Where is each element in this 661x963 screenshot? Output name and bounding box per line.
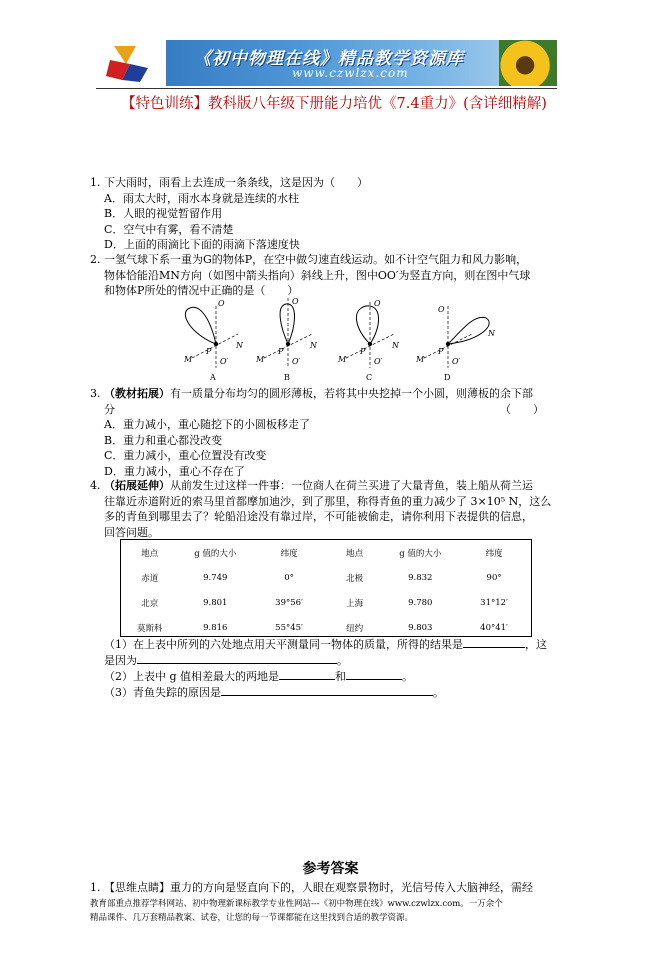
logo-area xyxy=(96,40,166,86)
svg-text:N: N xyxy=(310,341,317,350)
question-3: 3. （教材拓展）有一质量分布均匀的圆形薄板，若将其中央挖掉一个小圆，则薄板的余下部 分 （ ） A．重力减小，重心随挖下的小圆板移走了 B．重力和重心都没改变 C．重力减小，重心位置没有改变 D．重力减小，重心不存在了 xyxy=(90,387,544,478)
question-4-number: 4. xyxy=(90,479,101,492)
footer-line-1: 教育部重点推荐学科网站、初中物理新课标教学专业性网站---《初中物理在线》www.czwlzx.com。一万余个 xyxy=(90,899,503,909)
question-3-tag: （教材拓展） xyxy=(104,387,170,400)
table-cell: 北极 xyxy=(346,573,364,584)
table-cell: 9.801 xyxy=(203,597,228,608)
table-cell: 上海 xyxy=(346,598,364,609)
svg-text:P: P xyxy=(360,347,366,356)
label-o: O xyxy=(218,299,225,308)
table-header: g 值的大小 xyxy=(399,548,442,559)
table-cell: 39°56′ xyxy=(275,597,303,608)
sub-2-blank-a[interactable] xyxy=(279,668,335,680)
sub-1-blank-b[interactable] xyxy=(137,652,337,664)
sub-1-blank-a[interactable] xyxy=(463,636,525,648)
label-n: N xyxy=(236,341,243,350)
table-cell: 9.780 xyxy=(408,597,433,608)
sub-1-text-b: ，这 xyxy=(525,638,547,651)
question-2-line-2: 物体恰能沿MN方向（如图中箭头指向）斜线上升，图中OO′为竖直方向，则在图中气球 xyxy=(104,268,531,282)
svg-text:M: M xyxy=(416,355,425,364)
figure-label-c: C xyxy=(366,373,373,382)
table-cell: 9.803 xyxy=(408,622,433,633)
svg-text:P: P xyxy=(438,347,444,356)
table-header: 纬度 xyxy=(280,548,298,559)
footer xyxy=(90,897,503,925)
sub-2-text-b: 和 xyxy=(335,670,347,683)
label-m: M xyxy=(184,355,193,364)
page-title: 【特色训练】教科版八年级下册能力培优《7.4重力》(含详细精解) xyxy=(121,96,547,112)
question-3-option-a: A．重力减小，重心随挖下的小圆板移走了 xyxy=(104,418,310,431)
question-4-tag: （拓展延伸） xyxy=(104,479,170,492)
svg-text:O′: O′ xyxy=(374,357,383,366)
sub-1-text-c: 是因为 xyxy=(104,654,137,667)
table-cell: 55°45′ xyxy=(275,622,303,633)
label-o-prime: O′ xyxy=(220,357,229,366)
table-cell: 赤道 xyxy=(141,573,159,584)
figure-label-d: D xyxy=(444,373,451,382)
site-logo-icon xyxy=(96,40,166,86)
question-1-option-d: D．上面的雨滴比下面的雨滴下落速度快 xyxy=(104,238,300,251)
question-2-figure xyxy=(170,296,510,386)
table-header-row xyxy=(121,540,531,565)
svg-text:M: M xyxy=(338,355,347,364)
figure-b xyxy=(255,297,318,382)
svg-text:O′: O′ xyxy=(292,357,301,366)
table-cell: 9.749 xyxy=(203,572,228,583)
figure-label-b: B xyxy=(284,373,290,382)
svg-text:O′: O′ xyxy=(452,357,461,366)
question-2-line-1: 2. 一氢气球下系一重为G的物体P，在空中做匀速直线运动。如不计空气阻力和风力影响， xyxy=(90,253,528,266)
g-value-table xyxy=(120,539,532,637)
question-3-option-c: C．重力减小，重心位置没有改变 xyxy=(104,449,267,462)
question-2 xyxy=(90,252,530,299)
table-cell: 31°12′ xyxy=(480,597,508,608)
svg-text:N: N xyxy=(392,341,399,350)
figure-a xyxy=(183,299,244,382)
table-cell: 莫斯科 xyxy=(136,623,163,634)
question-3-option-d: D．重力减小，重心不存在了 xyxy=(104,464,245,478)
svg-text:M: M xyxy=(256,355,265,364)
question-3-option-b: B．重力和重心都没改变 xyxy=(104,433,223,447)
question-2-line-3: 和物体P所处的情况中正确的是（ ） xyxy=(104,284,299,297)
sunflower-image xyxy=(499,40,557,86)
banner-title: 《初中物理在线》精品教学资源库 xyxy=(194,49,464,69)
question-1-option-c: C．空气中有雾，看不清楚 xyxy=(104,222,234,236)
table-cell: 0° xyxy=(284,572,294,583)
question-4-sub-3 xyxy=(104,684,444,701)
question-4-line-4: 回答问题。 xyxy=(104,525,159,539)
question-1-stem: 1. 下大雨时，雨看上去连成一条条线，这是因为（ ） xyxy=(90,176,368,189)
question-4-sub-1 xyxy=(104,636,547,653)
header-rule xyxy=(96,88,557,89)
question-4-sub-1-cont xyxy=(104,652,348,669)
table-cell: 40°41′ xyxy=(480,622,508,633)
figure-d xyxy=(415,305,496,382)
banner-url: www.czwlzx.com xyxy=(292,66,409,80)
svg-text:N: N xyxy=(488,329,495,338)
table-cell: 9.816 xyxy=(203,622,228,633)
figure-c xyxy=(337,299,400,382)
question-1-option-a: A．雨太大时，雨水本身就是连续的水柱 xyxy=(104,191,299,205)
sub-2-text-c: 。 xyxy=(402,670,414,683)
site-banner xyxy=(96,40,557,86)
sub-1-text-d: 。 xyxy=(337,654,348,667)
svg-text:P: P xyxy=(278,347,284,356)
figure-label-a: A xyxy=(210,373,216,382)
question-4-line-2: 往靠近赤道附近的索马里首都摩加迪沙，到了那里，称得青鱼的重力减少了 3×10⁵ N，这么 xyxy=(104,494,552,508)
sub-2-blank-b[interactable] xyxy=(346,668,402,680)
question-3-stem: 有一质量分布均匀的圆形薄板，若将其中央挖掉一个小圆，则薄板的余下部 xyxy=(170,387,533,400)
sub-3-text-b: 。 xyxy=(433,686,444,699)
question-4-line-1: 从前发生过这样一件事：一位商人在荷兰买进了大量青鱼，装上船从荷兰运 xyxy=(170,479,533,492)
table-row xyxy=(121,590,531,615)
table-header: 纬度 xyxy=(485,548,503,559)
table-cell: 9.832 xyxy=(408,572,433,583)
table-header: 地点 xyxy=(141,548,159,559)
question-1 xyxy=(90,175,368,253)
table-row xyxy=(121,565,531,590)
table-header: g 值的大小 xyxy=(194,548,237,559)
answers-title: 参考答案 xyxy=(302,861,359,877)
sub-3-text: （3）青鱼失踪的原因是 xyxy=(104,686,221,699)
table-header: 地点 xyxy=(346,548,364,559)
question-1-option-b: B．人眼的视觉暂留作用 xyxy=(104,207,223,220)
sub-3-blank[interactable] xyxy=(221,684,433,696)
sub-1-text: （1）在上表中所列的六处地点用天平测量同一物体的质量，所得的结果是 xyxy=(104,638,463,651)
footer-line-2: 精品课件、几万套精品教案、试卷，让您的每一节课都能在这里找到合适的教学资源。 xyxy=(90,913,414,923)
svg-text:O: O xyxy=(438,305,445,314)
svg-text:O: O xyxy=(292,297,299,306)
question-4 xyxy=(90,478,551,540)
question-4-sub-2 xyxy=(104,668,413,685)
question-4-line-3: 多的青鱼到哪里去了？轮船沿途没有靠过岸，不可能被偷走，请你利用下表提供的信息， xyxy=(104,510,533,523)
table-cell: 北京 xyxy=(141,598,159,609)
table-cell: 纽约 xyxy=(346,623,364,634)
question-3-paren: （ ） xyxy=(500,402,544,416)
sub-2-text: （2）上表中 g 值相差最大的两地是 xyxy=(104,670,280,683)
table-cell: 90° xyxy=(486,572,502,583)
svg-text:O: O xyxy=(374,299,381,308)
question-3-stem-2: 分 xyxy=(104,402,115,416)
answer-1: 1. 【思维点睛】重力的方向是竖直向下的，人眼在观察景物时，光信号传入大脑神经，需经 xyxy=(90,881,533,894)
label-p: P xyxy=(206,347,212,356)
